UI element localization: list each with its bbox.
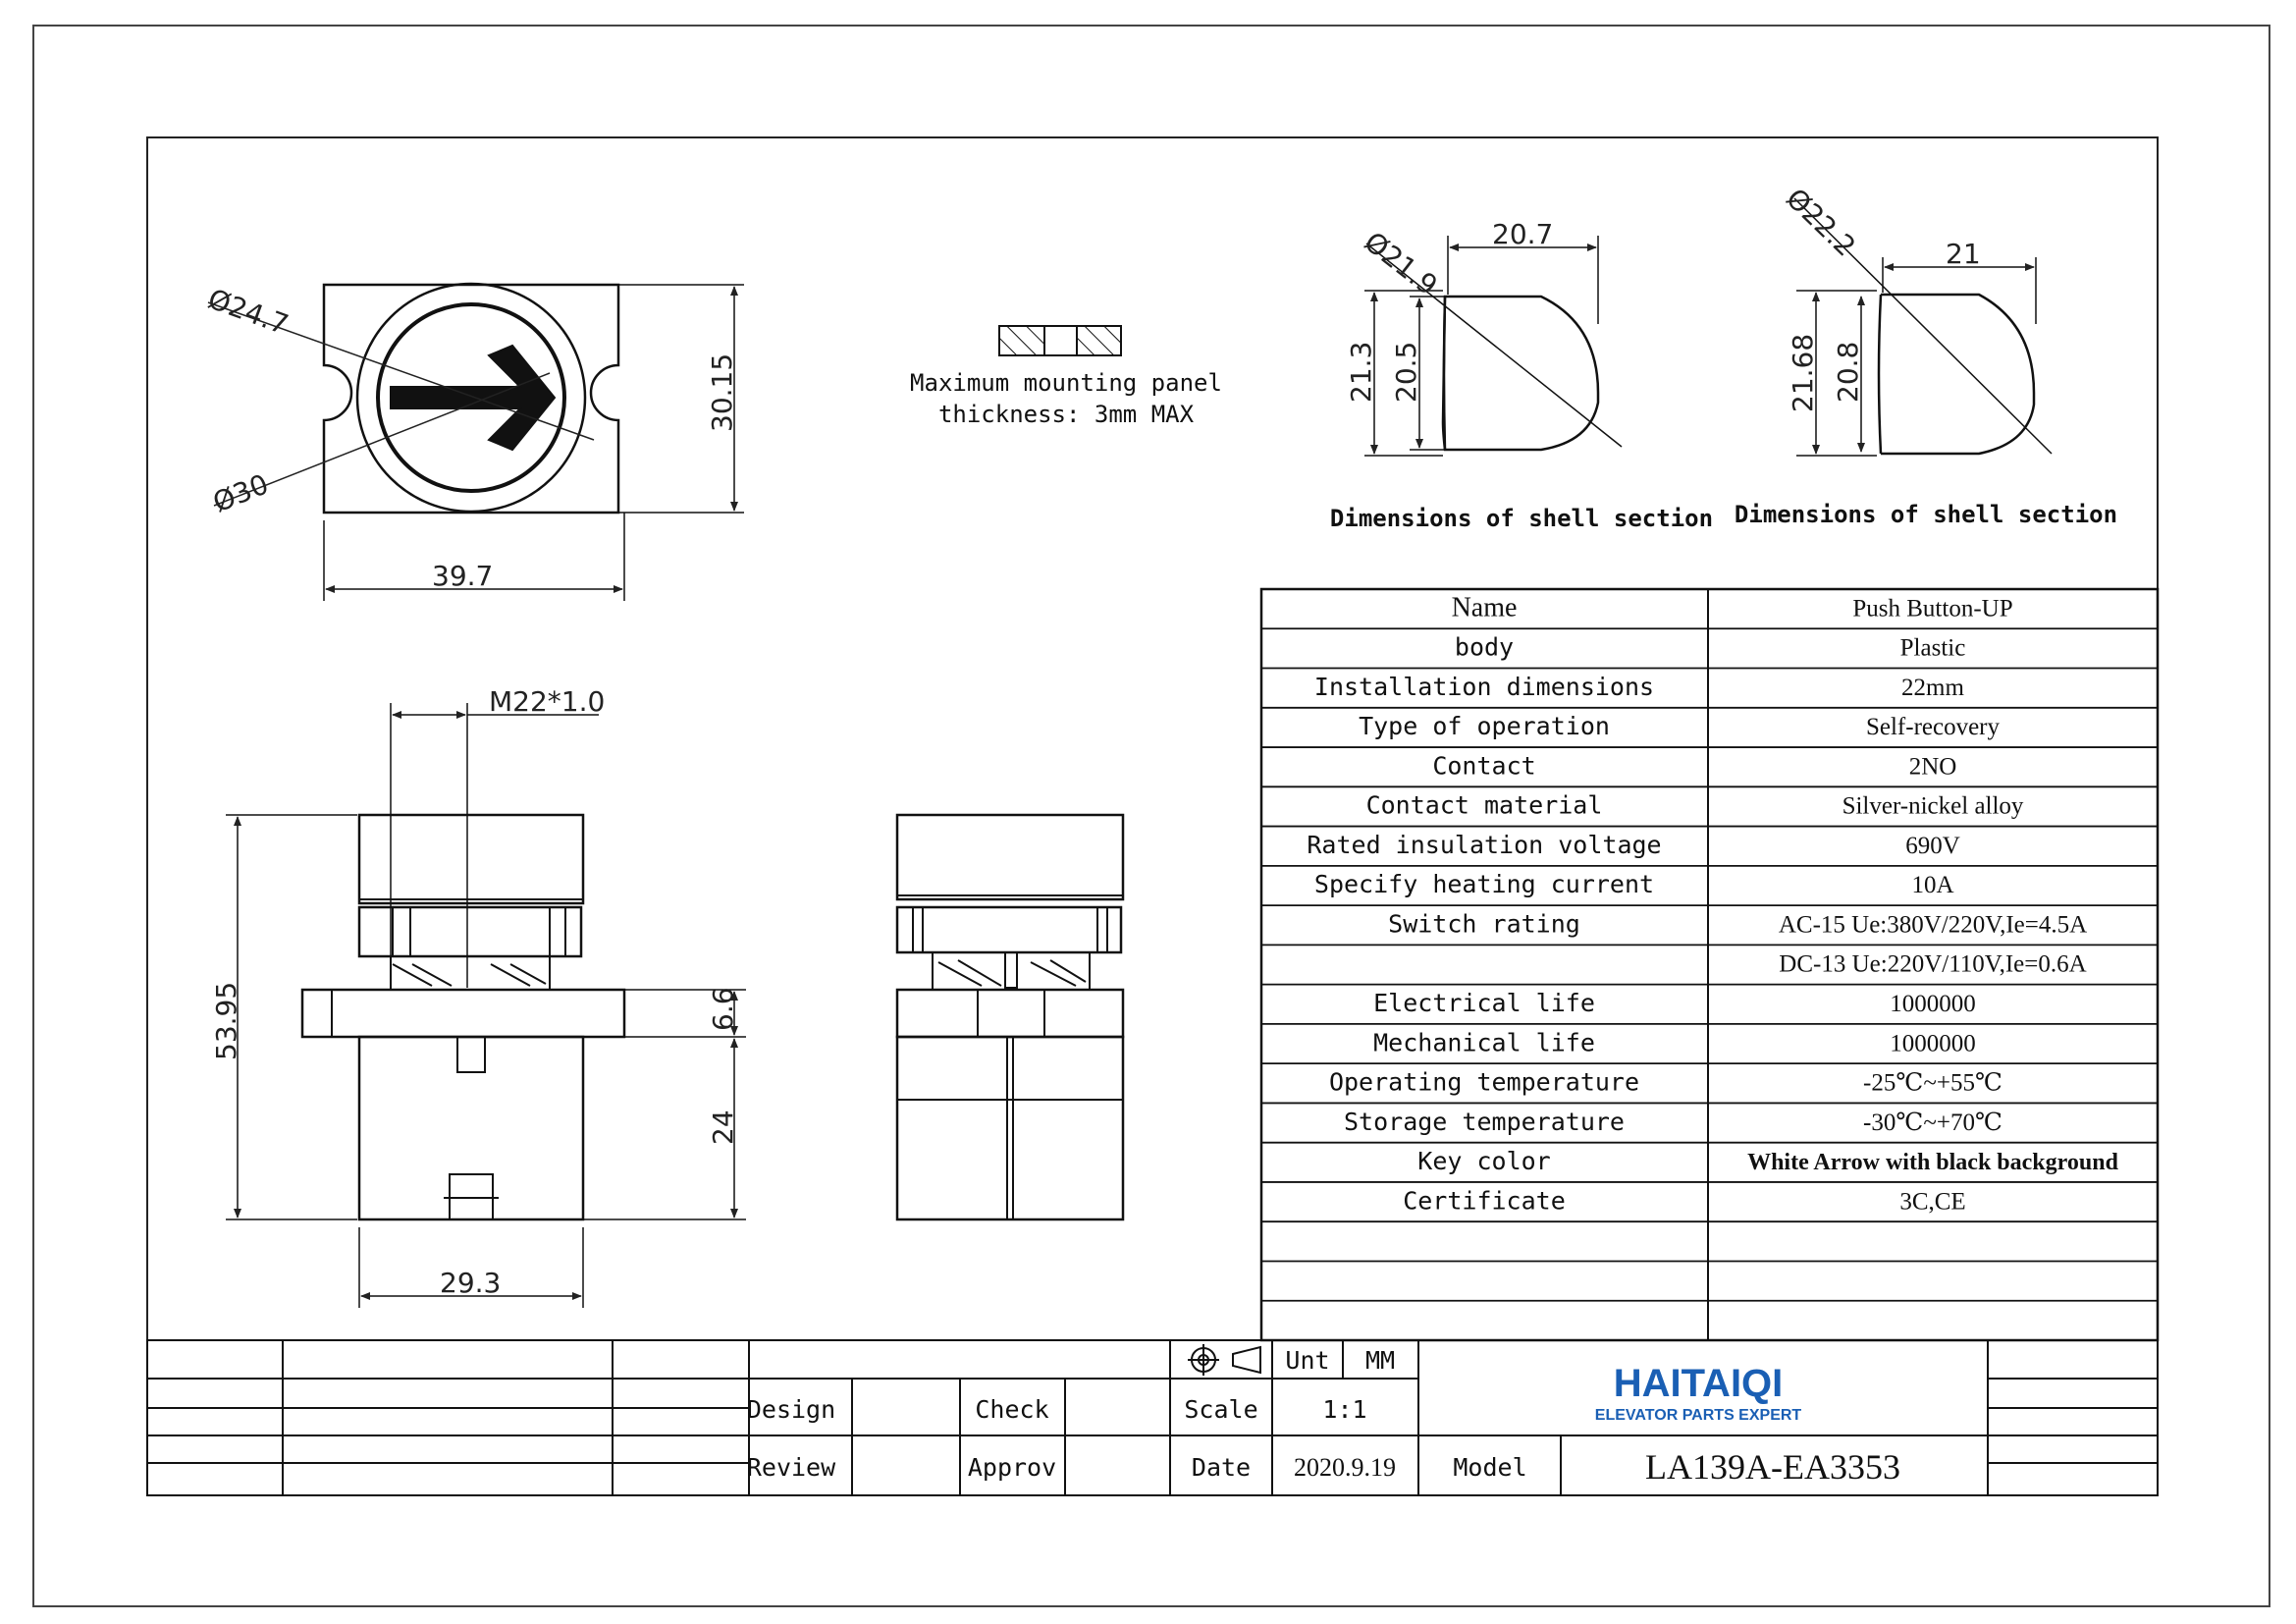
dim-shell1-height-inner: 20.5 xyxy=(1390,341,1422,403)
dim-top-height: 30.15 xyxy=(706,352,738,432)
spec-value: 1000000 xyxy=(1890,991,1976,1018)
dim-side-width: 29.3 xyxy=(440,1267,502,1299)
dim-side-thread: M22*1.0 xyxy=(489,685,606,718)
value-model: LA139A-EA3353 xyxy=(1645,1447,1900,1487)
spec-label: Name xyxy=(1451,592,1518,623)
label-scale: Scale xyxy=(1184,1395,1258,1424)
spec-value: 1000000 xyxy=(1890,1030,1976,1057)
label-check: Check xyxy=(975,1395,1049,1424)
label-review: Review xyxy=(746,1453,836,1482)
side-view xyxy=(226,703,746,1308)
spec-label: Contact xyxy=(1432,751,1536,781)
brand-logo: HAITAIQI xyxy=(1613,1362,1784,1405)
label-date: Date xyxy=(1191,1453,1252,1482)
dim-side-flange: 6.6 xyxy=(707,987,739,1031)
dim-shell2-height-inner: 20.8 xyxy=(1832,341,1864,403)
dim-shell2-height-outer: 21.68 xyxy=(1787,333,1819,412)
spec-value: 10A xyxy=(1911,872,1954,899)
dim-top-dia-inner: Ø30 xyxy=(208,467,274,519)
spec-value: Push Button-UP xyxy=(1852,595,2013,623)
spec-value: Self-recovery xyxy=(1865,714,2001,741)
front-view xyxy=(897,815,1123,1219)
spec-label: Switch rating xyxy=(1388,909,1580,939)
spec-value: Silver-nickel alloy xyxy=(1842,792,2024,820)
spec-label: Operating temperature xyxy=(1328,1067,1640,1097)
shell2-caption: Dimensions of shell section xyxy=(1734,501,2118,528)
spec-table xyxy=(1261,592,2158,1300)
value-scale: 1:1 xyxy=(1322,1395,1367,1424)
panel-note-line1: Maximum mounting panel xyxy=(910,369,1222,397)
projection-symbol-icon xyxy=(1188,1344,1260,1376)
label-unit: Unt xyxy=(1285,1346,1330,1375)
dim-shell1-height-outer: 21.3 xyxy=(1345,341,1377,403)
dim-side-height-total: 53.95 xyxy=(210,981,242,1060)
spec-label: Specify heating current xyxy=(1313,870,1655,899)
dim-top-width: 39.7 xyxy=(432,560,494,592)
dim-top-dia-outer: Ø24.7 xyxy=(203,282,294,342)
spec-value: 690V xyxy=(1905,832,1960,859)
spec-label: Storage temperature xyxy=(1344,1107,1625,1136)
spec-value: 2NO xyxy=(1908,753,1957,781)
label-model: Model xyxy=(1453,1453,1527,1482)
spec-value: 22mm xyxy=(1901,674,1964,701)
spec-label: Rated insulation voltage xyxy=(1307,830,1662,859)
spec-value: AC-15 Ue:380V/220V,Ie=4.5A xyxy=(1778,911,2088,939)
shell1-caption: Dimensions of shell section xyxy=(1329,505,1714,532)
dim-shell2-width: 21 xyxy=(1946,238,1981,270)
value-unit: MM xyxy=(1364,1346,1396,1375)
brand-tagline: ELEVATOR PARTS EXPERT xyxy=(1594,1407,1802,1424)
spec-value: 3C,CE xyxy=(1899,1188,1966,1216)
spec-label: Certificate xyxy=(1403,1186,1566,1216)
spec-label: Mechanical life xyxy=(1373,1028,1595,1057)
spec-value: White Arrow with black background xyxy=(1747,1150,2118,1176)
dim-shell1-dia: Ø21.9 xyxy=(1358,225,1444,302)
spec-value: Plastic xyxy=(1899,634,1966,662)
spec-label: Contact material xyxy=(1365,790,1603,820)
spec-value: -30℃~+70℃ xyxy=(1863,1109,2002,1136)
dim-shell1-width: 20.7 xyxy=(1492,218,1554,250)
dim-shell2-dia: Ø22.2 xyxy=(1780,182,1862,263)
panel-note-line2: thickness: 3mm MAX xyxy=(937,401,1195,428)
spec-value: -25℃~+55℃ xyxy=(1863,1069,2002,1097)
dim-side-body: 24 xyxy=(707,1110,739,1145)
label-approv: Approv xyxy=(967,1453,1057,1482)
spec-label: Key color xyxy=(1417,1147,1551,1176)
spec-label: body xyxy=(1454,632,1515,662)
panel-section-symbol xyxy=(999,326,1121,355)
value-date: 2020.9.19 xyxy=(1294,1453,1396,1482)
top-view xyxy=(208,284,744,601)
spec-label: Type of operation xyxy=(1359,712,1610,741)
spec-value: DC-13 Ue:220V/110V,Ie=0.6A xyxy=(1779,950,2087,978)
spec-label: Electrical life xyxy=(1373,989,1595,1018)
spec-label: Installation dimensions xyxy=(1313,672,1655,701)
label-design: Design xyxy=(746,1395,836,1424)
